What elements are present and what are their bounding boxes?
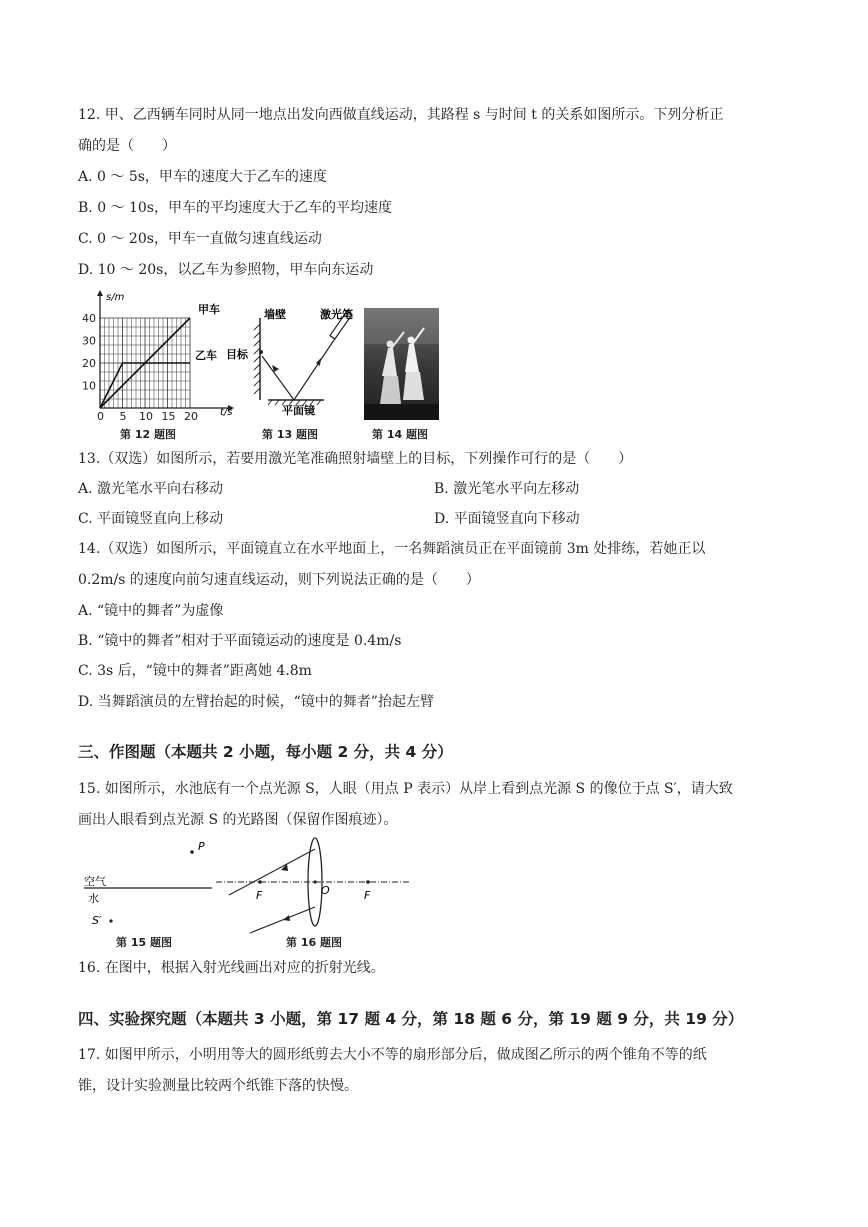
q12-option-a: A. 0 ～ 5s，甲车的速度大于乙车的速度 bbox=[78, 169, 327, 185]
incident-ray-lower-arrow bbox=[283, 915, 290, 921]
target-dot bbox=[259, 350, 263, 354]
focus-right-dot bbox=[366, 880, 370, 884]
q13-stem: 13.（双选）如图所示，若要用激光笔准确照射墙壁上的目标，下列操作可行的是（ ） bbox=[78, 451, 633, 467]
fig15-16-diagrams bbox=[78, 835, 418, 938]
q15-line2: 画出人眼看到点光源 S 的光路图（保留作图痕迹）。 bbox=[78, 812, 398, 828]
line-label-jia: 甲车 bbox=[198, 303, 220, 316]
focus-left-dot bbox=[258, 880, 262, 884]
fig14-dancer-photo bbox=[364, 308, 439, 420]
focus-left-label: F bbox=[256, 889, 263, 902]
q12-stem-line2: 确的是（ ） bbox=[78, 138, 176, 154]
q17-line2: 锥，设计实验测量比较两个纸锥下落的快慢。 bbox=[78, 1078, 358, 1094]
wall-hatching bbox=[254, 324, 260, 394]
x-tick-label: 5 bbox=[119, 410, 127, 423]
x-tick-label: 20 bbox=[184, 410, 198, 423]
section4-title: 四、实验探究题（本题共 3 小题，第 17 题 4 分，第 18 题 6 分，第 19 题 9 分，共 19 分） bbox=[78, 1010, 744, 1028]
q14-stem-line2: 0.2m/s 的速度向前匀速直线运动，则下列说法正确的是（ ） bbox=[78, 572, 480, 588]
q14-option-a: A. “镜中的舞者”为虚像 bbox=[78, 603, 224, 619]
q13-option-c: C. 平面镜竖直向上移动 bbox=[78, 511, 224, 527]
q12-option-b: B. 0 ～ 10s，甲车的平均速度大于乙车的平均速度 bbox=[78, 200, 392, 216]
y-tick-label: 20 bbox=[82, 357, 96, 370]
q12-stem-line1: 12. 甲、乙西辆车同时从同一地点出发向西做直线运动，其路程 s 与时间 t 的关系如图所示。下列分析正 bbox=[78, 107, 724, 123]
target-label: 目标 bbox=[226, 348, 248, 361]
q13-option-d: D. 平面镜竖直向下移动 bbox=[434, 511, 580, 527]
fig12-caption: 第 12 题图 bbox=[120, 428, 176, 441]
water-label: 水 bbox=[88, 892, 99, 905]
mirror-label: 平面镜 bbox=[282, 404, 315, 417]
y-axis-label: s/m bbox=[106, 292, 125, 303]
q14-option-b: B. “镜中的舞者”相对于平面镜运动的速度是 0.4m/s bbox=[78, 633, 402, 649]
fig16-caption: 第 16 题图 bbox=[286, 936, 342, 949]
incident-ray-lower bbox=[250, 907, 315, 933]
point-s-prime-dot bbox=[109, 919, 112, 922]
y-tick-label: 30 bbox=[82, 334, 96, 348]
fig12-st-graph bbox=[78, 288, 238, 423]
q12-option-c: C. 0 ～ 20s，甲车一直做匀速直线运动 bbox=[78, 231, 322, 247]
wall-label: 墙壁 bbox=[264, 308, 286, 321]
y-axis-arrow bbox=[97, 290, 103, 296]
x-tick-label: 0 bbox=[97, 410, 104, 423]
y-tick-label: 10 bbox=[82, 379, 96, 393]
fig13-caption: 第 13 题图 bbox=[262, 428, 318, 441]
q14-option-c: C. 3s 后，“镜中的舞者”距离她 4.8m bbox=[78, 663, 312, 679]
air-label: 空气 bbox=[84, 875, 106, 888]
q17-line1: 17. 如图甲所示，小明用等大的圆形纸剪去大小不等的扇形部分后，做成图乙所示的两个锥角不等的纸 bbox=[78, 1047, 707, 1063]
q15-line1: 15. 如图所示，水池底有一个点光源 S，人眼（用点 P 表示）从岸上看到点光源 S 的像位于点 S′，请大致 bbox=[78, 781, 733, 797]
y-tick-label: 40 bbox=[82, 312, 96, 325]
q13-option-a: A. 激光笔水平向右移动 bbox=[78, 481, 224, 497]
laser-ray bbox=[262, 328, 342, 400]
point-p-label: P bbox=[198, 840, 205, 853]
center-label: O bbox=[321, 884, 330, 897]
section3-title: 三、作图题（本题共 2 小题，每小题 2 分，共 4 分） bbox=[78, 743, 453, 761]
fig13-laser-diagram bbox=[226, 300, 366, 422]
point-p-dot bbox=[190, 850, 194, 854]
q14-option-d: D. 当舞蹈演员的左臂抬起的时候，“镜中的舞者”抬起左臂 bbox=[78, 694, 434, 710]
focus-right-label: F bbox=[364, 889, 371, 902]
x-axis-label: t/s bbox=[220, 407, 233, 418]
laser-label: 激光笔 bbox=[320, 308, 353, 321]
center-dot bbox=[313, 880, 316, 883]
fig15-caption: 第 15 题图 bbox=[116, 936, 172, 949]
x-tick-label: 10 bbox=[139, 410, 153, 423]
line-label-yi: 乙车 bbox=[195, 349, 217, 362]
fig14-caption: 第 14 题图 bbox=[372, 428, 428, 441]
q16-line: 16. 在图中，根据入射光线画出对应的折射光线。 bbox=[78, 960, 385, 976]
q14-stem-line1: 14.（双选）如图所示，平面镜直立在水平地面上，一名舞蹈演员正在平面镜前 3m 处排练，若她正以 bbox=[78, 541, 706, 557]
incident-ray-upper bbox=[229, 849, 315, 895]
q13-option-b: B. 激光笔水平向左移动 bbox=[434, 481, 580, 497]
point-s-prime-label: S′ bbox=[92, 914, 102, 927]
x-tick-label: 15 bbox=[161, 410, 176, 423]
q12-option-d: D. 10 ～ 20s，以乙车为参照物，甲车向东运动 bbox=[78, 262, 374, 278]
